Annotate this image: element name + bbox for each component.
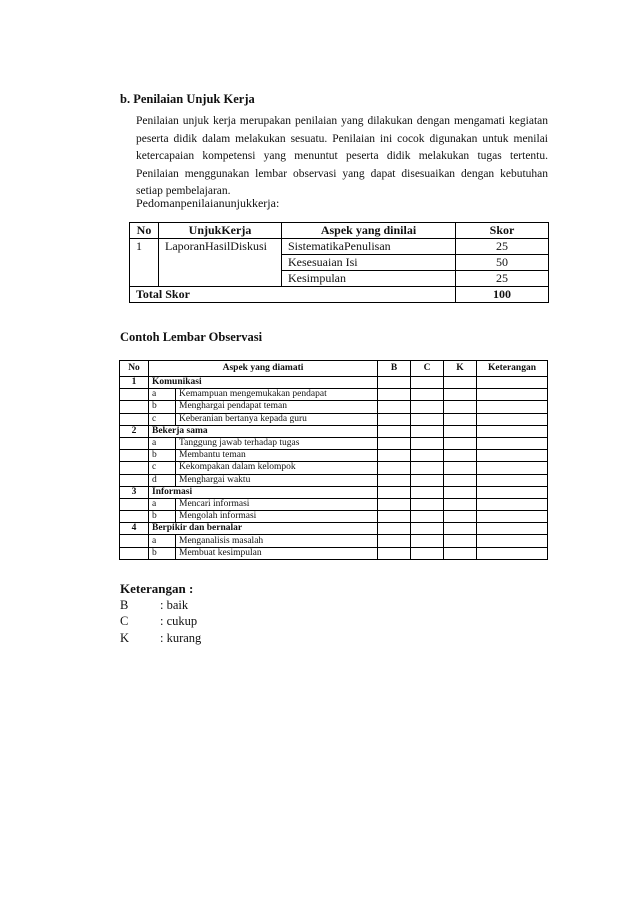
score-cell xyxy=(411,377,444,389)
score-cell xyxy=(378,450,411,462)
item-letter: a xyxy=(149,389,176,401)
header-no: No xyxy=(130,223,159,239)
empty-no-cell xyxy=(120,450,149,462)
score-cell xyxy=(477,413,548,425)
item-letter: d xyxy=(149,474,176,486)
score-cell xyxy=(378,511,411,523)
score-cell xyxy=(444,486,477,498)
empty-no-cell xyxy=(120,547,149,559)
legend-value: : baik xyxy=(160,598,189,612)
score-cell xyxy=(378,425,411,437)
item-letter: b xyxy=(149,547,176,559)
group-name: Bekerja sama xyxy=(149,425,378,437)
score-cell xyxy=(411,474,444,486)
score-cell xyxy=(378,462,411,474)
score-cell xyxy=(477,523,548,535)
score-cell xyxy=(378,389,411,401)
item-text: Menghargai waktu xyxy=(176,474,378,486)
table-row xyxy=(120,389,548,401)
score-cell xyxy=(411,547,444,559)
empty-no-cell xyxy=(120,389,149,401)
item-letter: a xyxy=(149,498,176,510)
scoring-table xyxy=(129,222,549,303)
table-row xyxy=(120,474,548,486)
group-number: 1 xyxy=(120,377,149,389)
item-letter: c xyxy=(149,413,176,425)
item-letter: b xyxy=(149,450,176,462)
header-aspek: Aspek yang dinilai xyxy=(282,223,456,239)
item-text: Membantu teman xyxy=(176,450,378,462)
header-no: No xyxy=(120,361,149,377)
score-cell xyxy=(378,498,411,510)
table-row xyxy=(120,547,548,559)
table-row xyxy=(120,413,548,425)
score-cell xyxy=(477,425,548,437)
legend-key: B xyxy=(120,598,129,612)
observation-title: Contoh Lembar Observasi xyxy=(120,330,263,344)
row-unjuk-kerja: LaporanHasilDiskusi xyxy=(159,239,282,287)
group-number: 2 xyxy=(120,425,149,437)
observation-table xyxy=(119,360,548,560)
empty-no-cell xyxy=(120,401,149,413)
table-header-row xyxy=(120,361,548,377)
item-text: Membuat kesimpulan xyxy=(176,547,378,559)
score-cell xyxy=(444,450,477,462)
legend-item xyxy=(120,631,201,646)
score-cell xyxy=(477,498,548,510)
score-cell xyxy=(477,437,548,449)
score-cell xyxy=(477,511,548,523)
header-b: B xyxy=(378,361,411,377)
empty-no-cell xyxy=(120,474,149,486)
score-cell xyxy=(411,413,444,425)
section-paragraph: Penilaian unjuk kerja merupakan penilaian yang dilakukan dengan mengamati kegiatan peserta didik dalam melakukan sesuatu. Penilaian ini cocok digunakan untuk menilai ketercapaian kompetensi yang menuntut peserta didik melakukan tugas tertentu. Penilaian menggunakan lembar observasi yang dapat disesuaikan dengan kebutuhan setiap pembelajaran. xyxy=(136,115,548,197)
skor-cell: 25 xyxy=(456,271,549,287)
aspek-cell: Kesimpulan xyxy=(282,271,456,287)
score-cell xyxy=(477,474,548,486)
legend-item xyxy=(120,598,188,613)
item-letter: b xyxy=(149,511,176,523)
item-letter: c xyxy=(149,462,176,474)
item-text: Menganalisis masalah xyxy=(176,535,378,547)
score-cell xyxy=(444,425,477,437)
score-cell xyxy=(411,450,444,462)
header-unjuk-kerja: UnjukKerja xyxy=(159,223,282,239)
section-heading: b. Penilaian Unjuk Kerja xyxy=(120,92,255,106)
empty-no-cell xyxy=(120,462,149,474)
group-number: 3 xyxy=(120,486,149,498)
score-cell xyxy=(444,462,477,474)
legend-key: C xyxy=(120,614,129,628)
group-row xyxy=(120,377,548,389)
table-header-row xyxy=(130,223,549,239)
item-text: Keberanian bertanya kepada guru xyxy=(176,413,378,425)
score-cell xyxy=(411,498,444,510)
score-cell xyxy=(477,389,548,401)
item-letter: a xyxy=(149,437,176,449)
score-cell xyxy=(378,486,411,498)
score-cell xyxy=(444,413,477,425)
legend-key: K xyxy=(120,631,130,645)
empty-no-cell xyxy=(120,535,149,547)
group-name: Berpikir dan bernalar xyxy=(149,523,378,535)
total-row xyxy=(130,287,549,303)
group-row xyxy=(120,523,548,535)
table-row xyxy=(120,437,548,449)
score-cell xyxy=(444,377,477,389)
legend-title: Keterangan : xyxy=(120,581,194,596)
score-cell xyxy=(444,511,477,523)
header-aspek: Aspek yang diamati xyxy=(149,361,378,377)
score-cell xyxy=(411,462,444,474)
score-cell xyxy=(477,401,548,413)
score-cell xyxy=(411,389,444,401)
header-keterangan: Keterangan xyxy=(477,361,548,377)
group-name: Komunikasi xyxy=(149,377,378,389)
score-cell xyxy=(477,377,548,389)
item-text: Tanggung jawab terhadap tugas xyxy=(176,437,378,449)
group-row xyxy=(120,425,548,437)
score-cell xyxy=(444,437,477,449)
score-cell xyxy=(378,377,411,389)
item-letter: b xyxy=(149,401,176,413)
pedoman-label: Pedomanpenilaianunjukkerja: xyxy=(136,196,280,210)
score-cell xyxy=(378,413,411,425)
score-cell xyxy=(378,474,411,486)
score-cell xyxy=(444,547,477,559)
table-row xyxy=(120,535,548,547)
score-cell xyxy=(411,425,444,437)
group-name: Informasi xyxy=(149,486,378,498)
score-cell xyxy=(444,389,477,401)
table-row xyxy=(120,401,548,413)
legend-item xyxy=(120,614,197,629)
observation-body xyxy=(120,377,548,560)
header-c: C xyxy=(411,361,444,377)
header-skor: Skor xyxy=(456,223,549,239)
score-cell xyxy=(477,462,548,474)
score-cell xyxy=(477,535,548,547)
empty-no-cell xyxy=(120,511,149,523)
empty-no-cell xyxy=(120,498,149,510)
table-row xyxy=(130,239,549,255)
score-cell xyxy=(444,401,477,413)
item-text: Menghargai pendapat teman xyxy=(176,401,378,413)
score-cell xyxy=(378,523,411,535)
score-cell xyxy=(411,523,444,535)
aspek-cell: Kesesuaian Isi xyxy=(282,255,456,271)
score-cell xyxy=(411,401,444,413)
empty-no-cell xyxy=(120,437,149,449)
total-label: Total Skor xyxy=(130,287,456,303)
score-cell xyxy=(411,486,444,498)
table-row xyxy=(120,511,548,523)
score-cell xyxy=(378,547,411,559)
skor-cell: 50 xyxy=(456,255,549,271)
item-text: Mencari informasi xyxy=(176,498,378,510)
score-cell xyxy=(477,547,548,559)
table-row xyxy=(120,462,548,474)
row-no: 1 xyxy=(130,239,159,287)
score-cell xyxy=(444,535,477,547)
score-cell xyxy=(411,535,444,547)
score-cell xyxy=(411,511,444,523)
score-cell xyxy=(444,474,477,486)
item-text: Kekompakan dalam kelompok xyxy=(176,462,378,474)
score-cell xyxy=(378,401,411,413)
header-k: K xyxy=(444,361,477,377)
item-text: Kemampuan mengemukakan pendapat xyxy=(176,389,378,401)
empty-no-cell xyxy=(120,413,149,425)
score-cell xyxy=(378,437,411,449)
score-cell xyxy=(444,498,477,510)
group-row xyxy=(120,486,548,498)
group-number: 4 xyxy=(120,523,149,535)
table-row xyxy=(120,450,548,462)
item-text: Mengolah informasi xyxy=(176,511,378,523)
score-cell xyxy=(378,535,411,547)
legend-value: : kurang xyxy=(160,631,202,645)
aspek-cell: SistematikaPenulisan xyxy=(282,239,456,255)
score-cell xyxy=(411,437,444,449)
score-cell xyxy=(477,486,548,498)
legend-value: : cukup xyxy=(160,614,198,628)
total-value: 100 xyxy=(456,287,549,303)
item-letter: a xyxy=(149,535,176,547)
score-cell xyxy=(477,450,548,462)
table-row xyxy=(120,498,548,510)
skor-cell: 25 xyxy=(456,239,549,255)
score-cell xyxy=(444,523,477,535)
